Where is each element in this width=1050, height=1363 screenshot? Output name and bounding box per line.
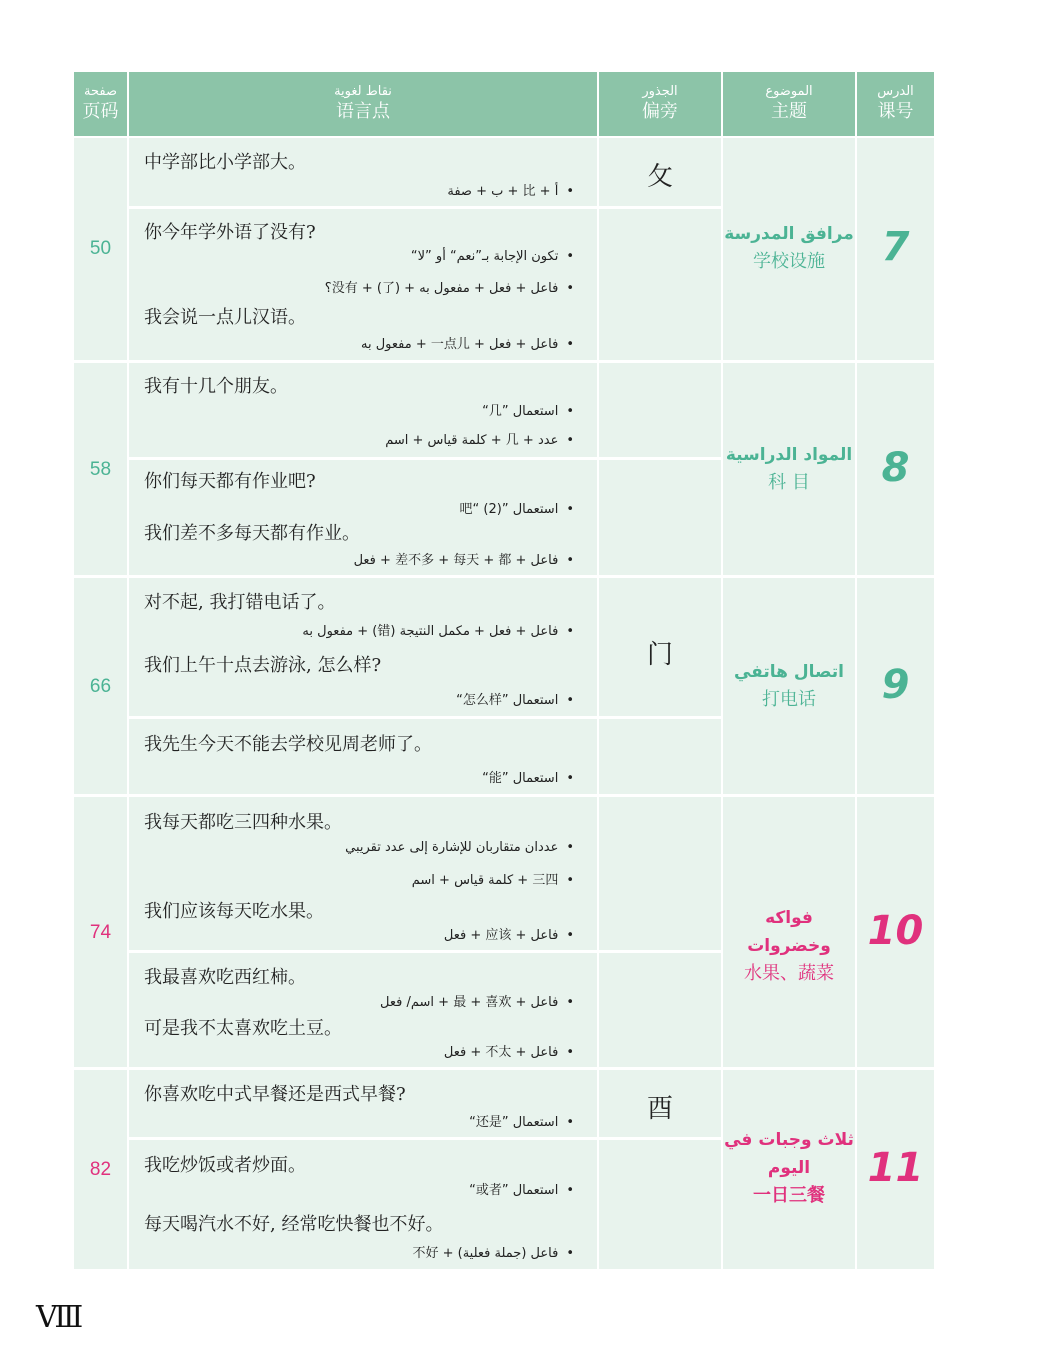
page-number: 50 (89, 238, 112, 259)
grammar-note-text: استعمال ”还是“ (469, 1115, 559, 1130)
header-topic (723, 72, 855, 136)
topic-zh: 学校设施 (753, 251, 825, 272)
example-sentence: 我吃炒饭或者炒面。 (144, 1155, 306, 1176)
example-sentence: 我先生今天不能去学校见周老师了。 (144, 734, 432, 755)
grammar-note-text: استعمال ”吧“ (2) (459, 502, 559, 517)
bullet: • (566, 995, 574, 1010)
bullet: • (566, 873, 574, 888)
topic-zh: 科 目 (768, 472, 810, 493)
bullet: • (566, 433, 574, 448)
radical-cell (599, 1140, 721, 1269)
lesson-topic (723, 1126, 855, 1210)
grammar-note-text: فاعل + فعل + 一点儿 + مفعول به (361, 337, 559, 352)
grammar-note-text: تكون الإجابة بـ”نعم“ أو ”لا“ (410, 249, 559, 264)
header-lesson (857, 72, 934, 136)
bullet: • (566, 281, 574, 296)
topic-zh: 一日三餐 (753, 1185, 825, 1206)
radical-cell (599, 460, 721, 575)
bullet: • (566, 404, 574, 419)
topic-ar: اليوم (767, 1158, 811, 1178)
header-radicals-zh: 偏旁 (642, 101, 678, 122)
radical-char: 酉 (646, 1094, 673, 1124)
grammar-note (482, 400, 574, 419)
grammar-note-text: فاعل + 应该 + فعل (443, 928, 559, 943)
page-folio: Ⅷ (36, 1300, 81, 1335)
example-sentence: 你们每天都有作业吧? (144, 471, 316, 492)
example-sentence: 你喜欢吃中式早餐还是西式早餐? (144, 1084, 406, 1105)
grammar-note (412, 869, 574, 888)
grammar-note (412, 1242, 574, 1261)
topic-ar: مرافق المدرسة (724, 224, 854, 244)
grammar-note-text: فاعل + 最 + 喜欢 + اسم/ فعل (380, 995, 559, 1010)
header-language-points (129, 72, 597, 136)
grammar-note-text: استعمال ”几“ (482, 404, 559, 419)
bullet: • (566, 1246, 574, 1261)
bullet: • (566, 693, 574, 708)
header-topic-ar: الموضوع (765, 84, 813, 99)
radical-cell (599, 719, 721, 794)
header-language-points-ar: نقاط لغوية (334, 84, 392, 99)
grammar-note (345, 840, 574, 855)
radical-char: 攵 (646, 162, 673, 192)
grammar-note (469, 1179, 574, 1198)
topic-zh: 打电话 (762, 689, 816, 710)
bullet: • (566, 553, 574, 568)
lesson-number: 7 (881, 224, 910, 270)
bullet: • (566, 1115, 574, 1130)
bullet: • (566, 840, 574, 855)
example-sentence: 中学部比小学部大。 (144, 152, 306, 173)
bullet: • (566, 337, 574, 352)
topic-ar: المواد الدراسية (725, 445, 853, 465)
bullet: • (566, 928, 574, 943)
grammar-note-text: 三四 + كلمة قياس + اسم (411, 873, 559, 888)
example-sentence: 对不起, 我打错电话了。 (144, 592, 336, 613)
header-page-ar: صفحة (84, 84, 117, 99)
grammar-note (482, 767, 574, 786)
example-sentence: 每天喝汽水不好, 经常吃快餐也不好。 (144, 1214, 444, 1235)
grammar-note-text: عدد + 几 + كلمة قياس + اسم (385, 433, 559, 448)
grammar-note (456, 689, 574, 708)
example-sentence: 我最喜欢吃西红柿。 (144, 967, 306, 988)
example-sentence: 我有十几个朋友。 (144, 376, 288, 397)
grammar-note-text: استعمال ”或者“ (469, 1183, 559, 1198)
header-radicals-ar: الجذور (642, 84, 678, 99)
lesson-number: 11 (867, 1145, 924, 1191)
grammar-note (444, 1041, 574, 1060)
lesson-number: 8 (881, 445, 910, 491)
bullet: • (566, 502, 574, 517)
example-sentence: 我们上午十点去游泳, 怎么样? (144, 655, 382, 676)
radical-cell (599, 953, 721, 1067)
header-radicals (599, 72, 721, 136)
grammar-note (361, 333, 574, 352)
example-sentence: 我们差不多每天都有作业。 (144, 523, 360, 544)
lesson-number: 9 (881, 662, 910, 708)
grammar-note (469, 1111, 574, 1130)
radical-cell (599, 209, 721, 360)
page-number: 82 (89, 1159, 112, 1180)
grammar-note-text: فاعل + فعل + مفعول به + (了) + 没有؟ (324, 281, 559, 296)
page-number: 74 (89, 922, 112, 943)
grammar-note-text: استعمال ”怎么样“ (456, 693, 559, 708)
example-sentence: 可是我不太喜欢吃土豆。 (144, 1018, 342, 1039)
grammar-note (444, 924, 574, 943)
example-sentence: 你今年学外语了没有? (144, 222, 316, 243)
grammar-note-text: فاعل (جملة فعلية) + 不好 (412, 1246, 559, 1261)
example-sentence: 我会说一点儿汉语。 (144, 307, 306, 328)
example-sentence: 我每天都吃三四种水果。 (144, 812, 342, 833)
radical-char: 门 (646, 640, 673, 670)
radical-cell (599, 363, 721, 457)
grammar-note-text: فاعل + فعل + مكمل النتيجة (错) + مفعول به (302, 624, 559, 639)
grammar-note-text: استعمال ”能“ (482, 771, 559, 786)
grammar-note (447, 180, 574, 199)
header-lesson-ar: الدرس (877, 84, 914, 99)
bullet: • (566, 1045, 574, 1060)
radical-cell (599, 797, 721, 950)
example-sentence: 我们应该每天吃水果。 (144, 901, 324, 922)
grammar-note-text: عددان متقاربان للإشارة إلى عدد تقريبي (345, 840, 559, 855)
bullet: • (566, 249, 574, 264)
header-page (74, 72, 127, 136)
header-lesson-zh: 课号 (877, 101, 914, 122)
grammar-note-text: أ + 比 + ب + صفة (447, 184, 559, 199)
grammar-note (354, 549, 574, 568)
grammar-note (411, 249, 574, 264)
lesson-topic (723, 658, 855, 714)
bullet: • (566, 771, 574, 786)
lesson-topic (723, 441, 855, 497)
grammar-note (325, 277, 574, 296)
grammar-note-text: فاعل + 差不多 + 每天 + 都 + فعل (353, 553, 559, 568)
bullet: • (566, 1183, 574, 1198)
lesson-topic (723, 220, 855, 276)
header-page-zh: 页码 (82, 101, 119, 122)
topic-ar: اتصال هاتفي (733, 662, 844, 682)
page-number: 66 (89, 676, 112, 697)
bullet: • (566, 184, 574, 199)
grammar-note (385, 429, 574, 448)
topic-ar: فواكه وخضروات (747, 908, 831, 956)
lesson-number: 10 (867, 908, 924, 954)
grammar-note-text: فاعل + 不太 + فعل (443, 1045, 559, 1060)
header-topic-zh: 主题 (771, 101, 807, 122)
page-number: 58 (89, 459, 112, 480)
topic-ar: ثلاث وجبات في (724, 1130, 854, 1150)
grammar-note (380, 991, 574, 1010)
lesson-topic (723, 904, 855, 988)
grammar-note (460, 498, 574, 517)
grammar-note (302, 620, 574, 639)
header-language-points-zh: 语言点 (336, 101, 390, 122)
bullet: • (566, 624, 574, 639)
topic-zh: 水果、蔬菜 (744, 963, 834, 984)
